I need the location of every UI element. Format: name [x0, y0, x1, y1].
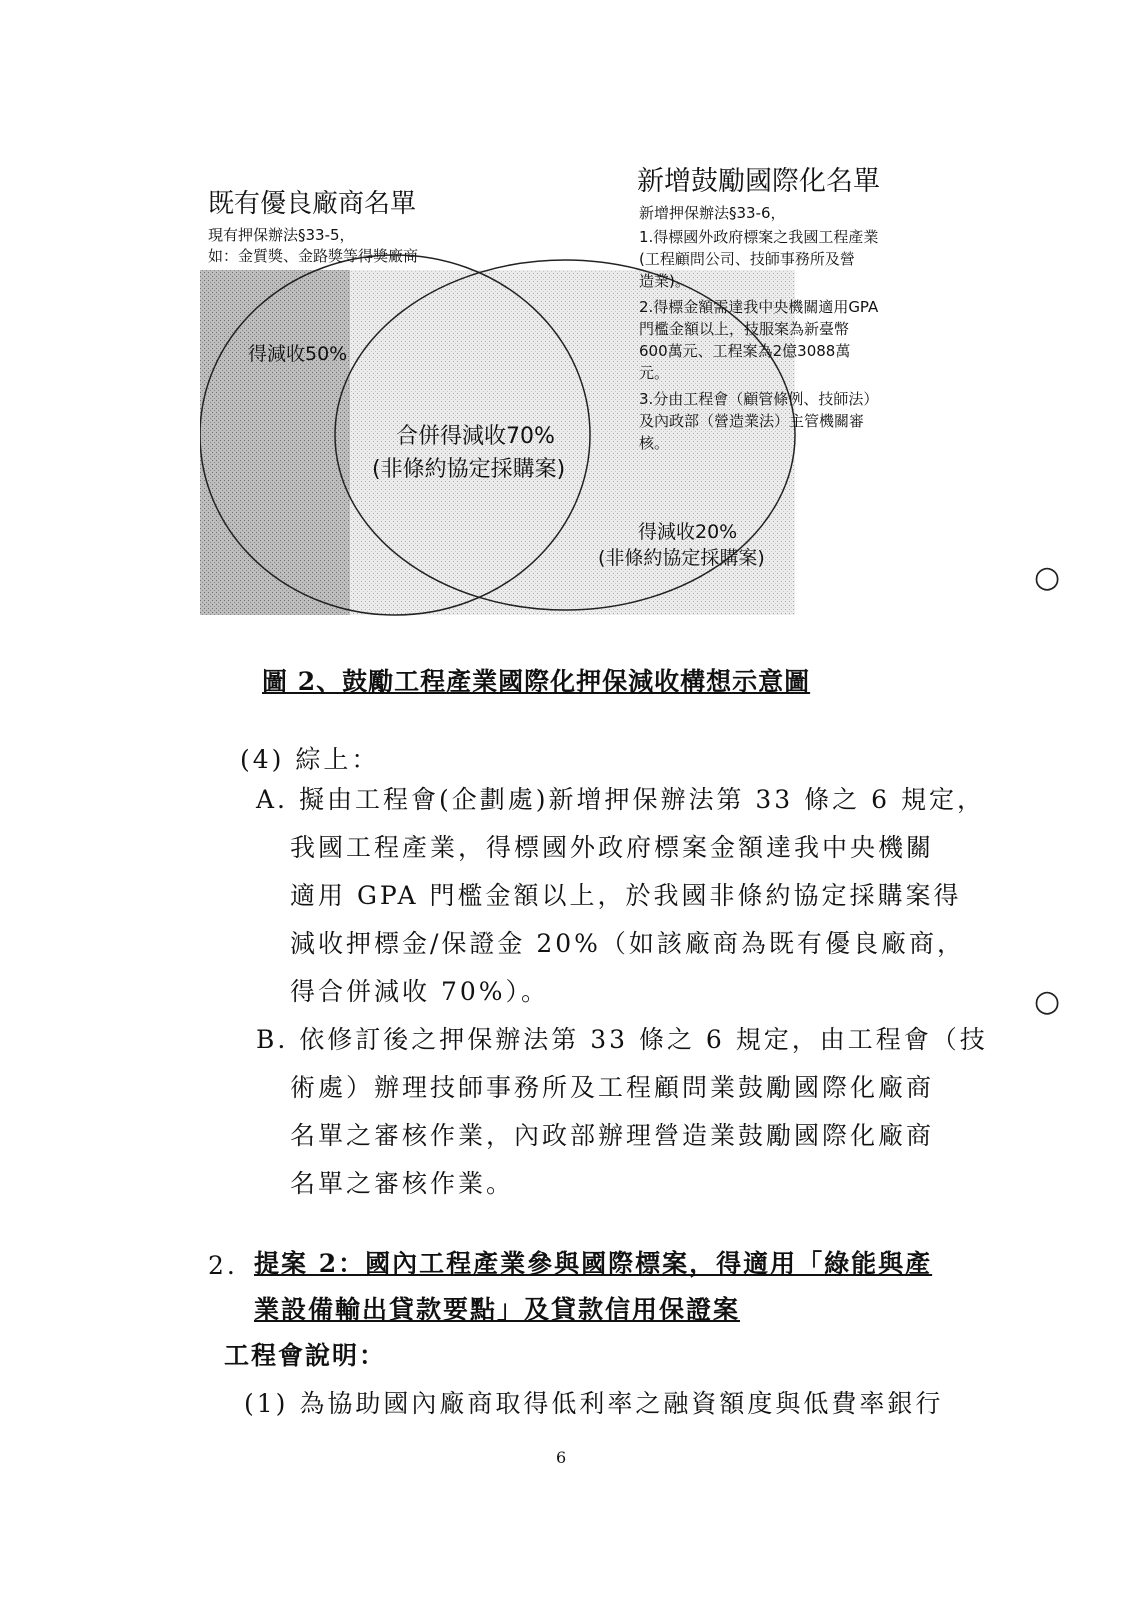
criteria-line: 元。	[639, 364, 670, 382]
left-only-label: 得減收50%	[248, 343, 348, 365]
overlap-label: 合併得減收70%	[396, 424, 555, 449]
criteria-line: 門檻金額以上，技服案為新臺幣	[639, 320, 850, 338]
venn-diagram	[200, 160, 980, 630]
left-set-subtitle: 現有押保辦法§33-5，	[208, 226, 355, 244]
right-set-subtitle: 新增押保辦法§33-6，	[639, 204, 786, 222]
item-a-line: 我國工程產業，得標國外政府標案金額達我中央機關	[290, 833, 935, 862]
criteria-line: 及內政部（營造業法）主管機關審	[639, 412, 865, 430]
criteria-line: 核。	[639, 434, 670, 452]
item-b-line: B. 依修訂後之押保辦法第 33 條之 6 規定，由工程會（技	[256, 1025, 988, 1054]
criteria-line: 1.得標國外政府標案之我國工程產業	[639, 228, 879, 246]
proposal-number: 2.	[208, 1251, 238, 1280]
explanation-item: (1) 為協助國內廠商取得低利率之融資額度與低費率銀行	[244, 1389, 944, 1418]
item-b-line: 名單之審核作業，內政部辦理營造業鼓勵國際化廠商	[290, 1121, 935, 1150]
binding-hole-mark: ○	[1034, 984, 1061, 1019]
criteria-line: 600萬元、工程案為2億3088萬	[639, 342, 851, 360]
section-title: (4) 綜上：	[240, 745, 380, 774]
criteria-line: (工程顧問公司、技師事務所及營	[639, 250, 855, 268]
item-a-line: 適用 GPA 門檻金額以上，於我國非條約協定採購案得	[290, 881, 962, 910]
left-set-title: 既有優良廠商名單	[208, 189, 417, 219]
item-a-line: A. 擬由工程會(企劃處)新增押保辦法第 33 條之 6 規定，	[256, 785, 985, 814]
item-a-line: 得合併減收 70%）。	[290, 977, 550, 1006]
overlap-label-note: (非條約協定採購案)	[372, 457, 566, 482]
item-a-line: 減收押標金/保證金 20%（如該廠商為既有優良廠商，	[290, 929, 965, 958]
explanation-label: 工程會說明：	[224, 1341, 387, 1370]
item-b-line: 術處）辦理技師事務所及工程顧問業鼓勵國際化廠商	[290, 1073, 935, 1102]
proposal-title-line-1: 提案 2：國內工程產業參與國際標案，得適用「綠能與產	[254, 1249, 933, 1278]
right-only-label-note: (非條約協定採購案)	[598, 547, 765, 569]
page-number: 6	[556, 1448, 567, 1467]
item-b-line: 名單之審核作業。	[290, 1169, 515, 1198]
right-set-title: 新增鼓勵國際化名單	[637, 166, 880, 197]
criteria-line: 2.得標金額需達我中央機關適用GPA	[639, 298, 879, 316]
figure-caption: 圖 2、鼓勵工程產業國際化押保減收構想示意圖	[262, 667, 811, 696]
left-set-example: 如：金質獎、金路獎等得獎廠商	[208, 247, 419, 265]
criteria-line: 3.分由工程會（顧管條例、技師法）	[639, 390, 879, 408]
left-set-shade	[200, 270, 350, 615]
right-only-label: 得減收20%	[638, 521, 738, 543]
criteria-line: 造業)。	[639, 272, 690, 290]
binding-hole-mark: ○	[1034, 560, 1061, 595]
proposal-title-line-2: 業設備輸出貸款要點」及貸款信用保證案	[254, 1295, 741, 1324]
